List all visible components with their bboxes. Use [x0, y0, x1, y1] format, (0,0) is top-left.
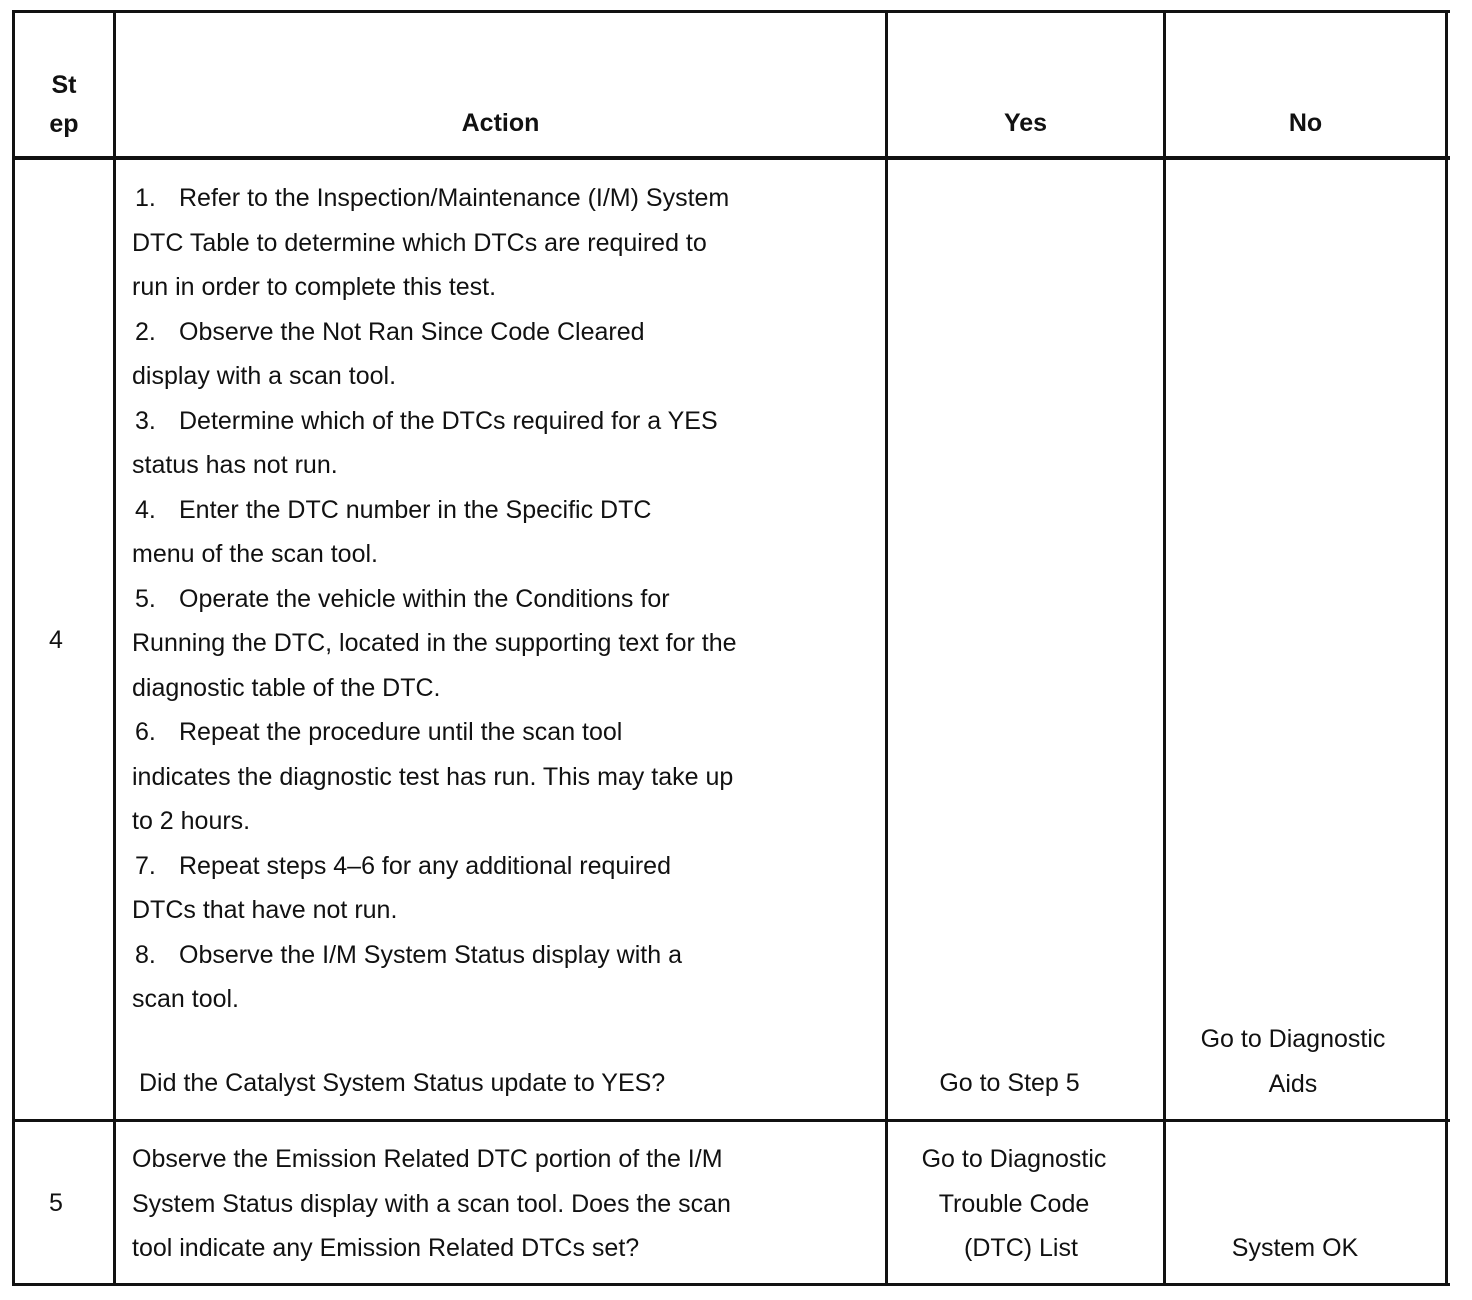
table-border-top	[12, 10, 1450, 13]
column-divider-step	[113, 10, 116, 1286]
list-item-continuation: scan tool.	[132, 985, 240, 1013]
list-item-continuation: DTCs that have not run.	[132, 896, 398, 924]
no-result	[1166, 1017, 1420, 1106]
no-result: System OK	[1231, 1234, 1359, 1262]
step-number: 4	[49, 626, 63, 654]
action-line: tool indicate any Emission Related DTCs set?	[132, 1234, 640, 1262]
yes-result	[888, 1137, 1140, 1271]
action-line: System Status display with a scan tool. Does the scan	[132, 1189, 731, 1218]
header-yes: Yes	[1003, 109, 1048, 137]
list-item-continuation: menu of the scan tool.	[132, 540, 378, 568]
no-result-line1: Go to Diagnostic	[1200, 1025, 1386, 1053]
header-divider	[12, 156, 1450, 160]
list-item: 2. Observe the Not Ran Since Code Cleared	[135, 317, 645, 346]
list-item-continuation: Running the DTC, located in the supporting text for the	[132, 629, 737, 657]
action-text	[132, 1137, 877, 1271]
list-item: 7. Repeat steps 4–6 for any additional required	[135, 851, 671, 880]
header-step-line1: St	[51, 71, 77, 99]
list-item: 8. Observe the I/M System Status display with a	[135, 940, 682, 969]
action-question: Did the Catalyst System Status update to YES?	[139, 1069, 666, 1097]
list-item-continuation: run in order to complete this test.	[132, 273, 497, 301]
header-step	[15, 66, 113, 144]
yes-result-line3: (DTC) List	[964, 1234, 1078, 1262]
list-item: 6. Repeat the procedure until the scan tool	[135, 718, 623, 746]
list-item-continuation: status has not run.	[132, 451, 338, 479]
no-result-line2: Aids	[1268, 1069, 1318, 1098]
yes-result-line2: Trouble Code	[938, 1189, 1090, 1218]
header-action: Action	[461, 109, 540, 137]
yes-result: Go to Step 5	[939, 1069, 1080, 1097]
list-item-continuation: indicates the diagnostic test has run. This may take up	[132, 762, 734, 791]
table-border-right	[1445, 10, 1448, 1286]
list-item-continuation: display with a scan tool.	[132, 362, 397, 390]
list-item: 5. Operate the vehicle within the Conditions for	[135, 584, 670, 613]
list-item-continuation: diagnostic table of the DTC.	[132, 673, 441, 702]
list-item: 3. Determine which of the DTCs required for a YES	[135, 406, 718, 435]
list-item-continuation: to 2 hours.	[132, 807, 251, 835]
row-divider	[12, 1119, 1450, 1122]
list-item: 1. Refer to the Inspection/Maintenance (I/M) System	[135, 184, 730, 212]
header-no: No	[1288, 109, 1323, 137]
table-border-bottom	[12, 1283, 1450, 1286]
action-steps-list	[132, 176, 852, 1022]
step-number: 5	[49, 1189, 63, 1217]
list-item: 4. Enter the DTC number in the Specific DTC	[135, 495, 652, 524]
list-item-continuation: DTC Table to determine which DTCs are required to	[132, 228, 707, 257]
yes-result-line1: Go to Diagnostic	[921, 1145, 1107, 1173]
action-line: Observe the Emission Related DTC portion of the I/M	[132, 1145, 723, 1173]
header-step-line2: ep	[49, 110, 79, 138]
